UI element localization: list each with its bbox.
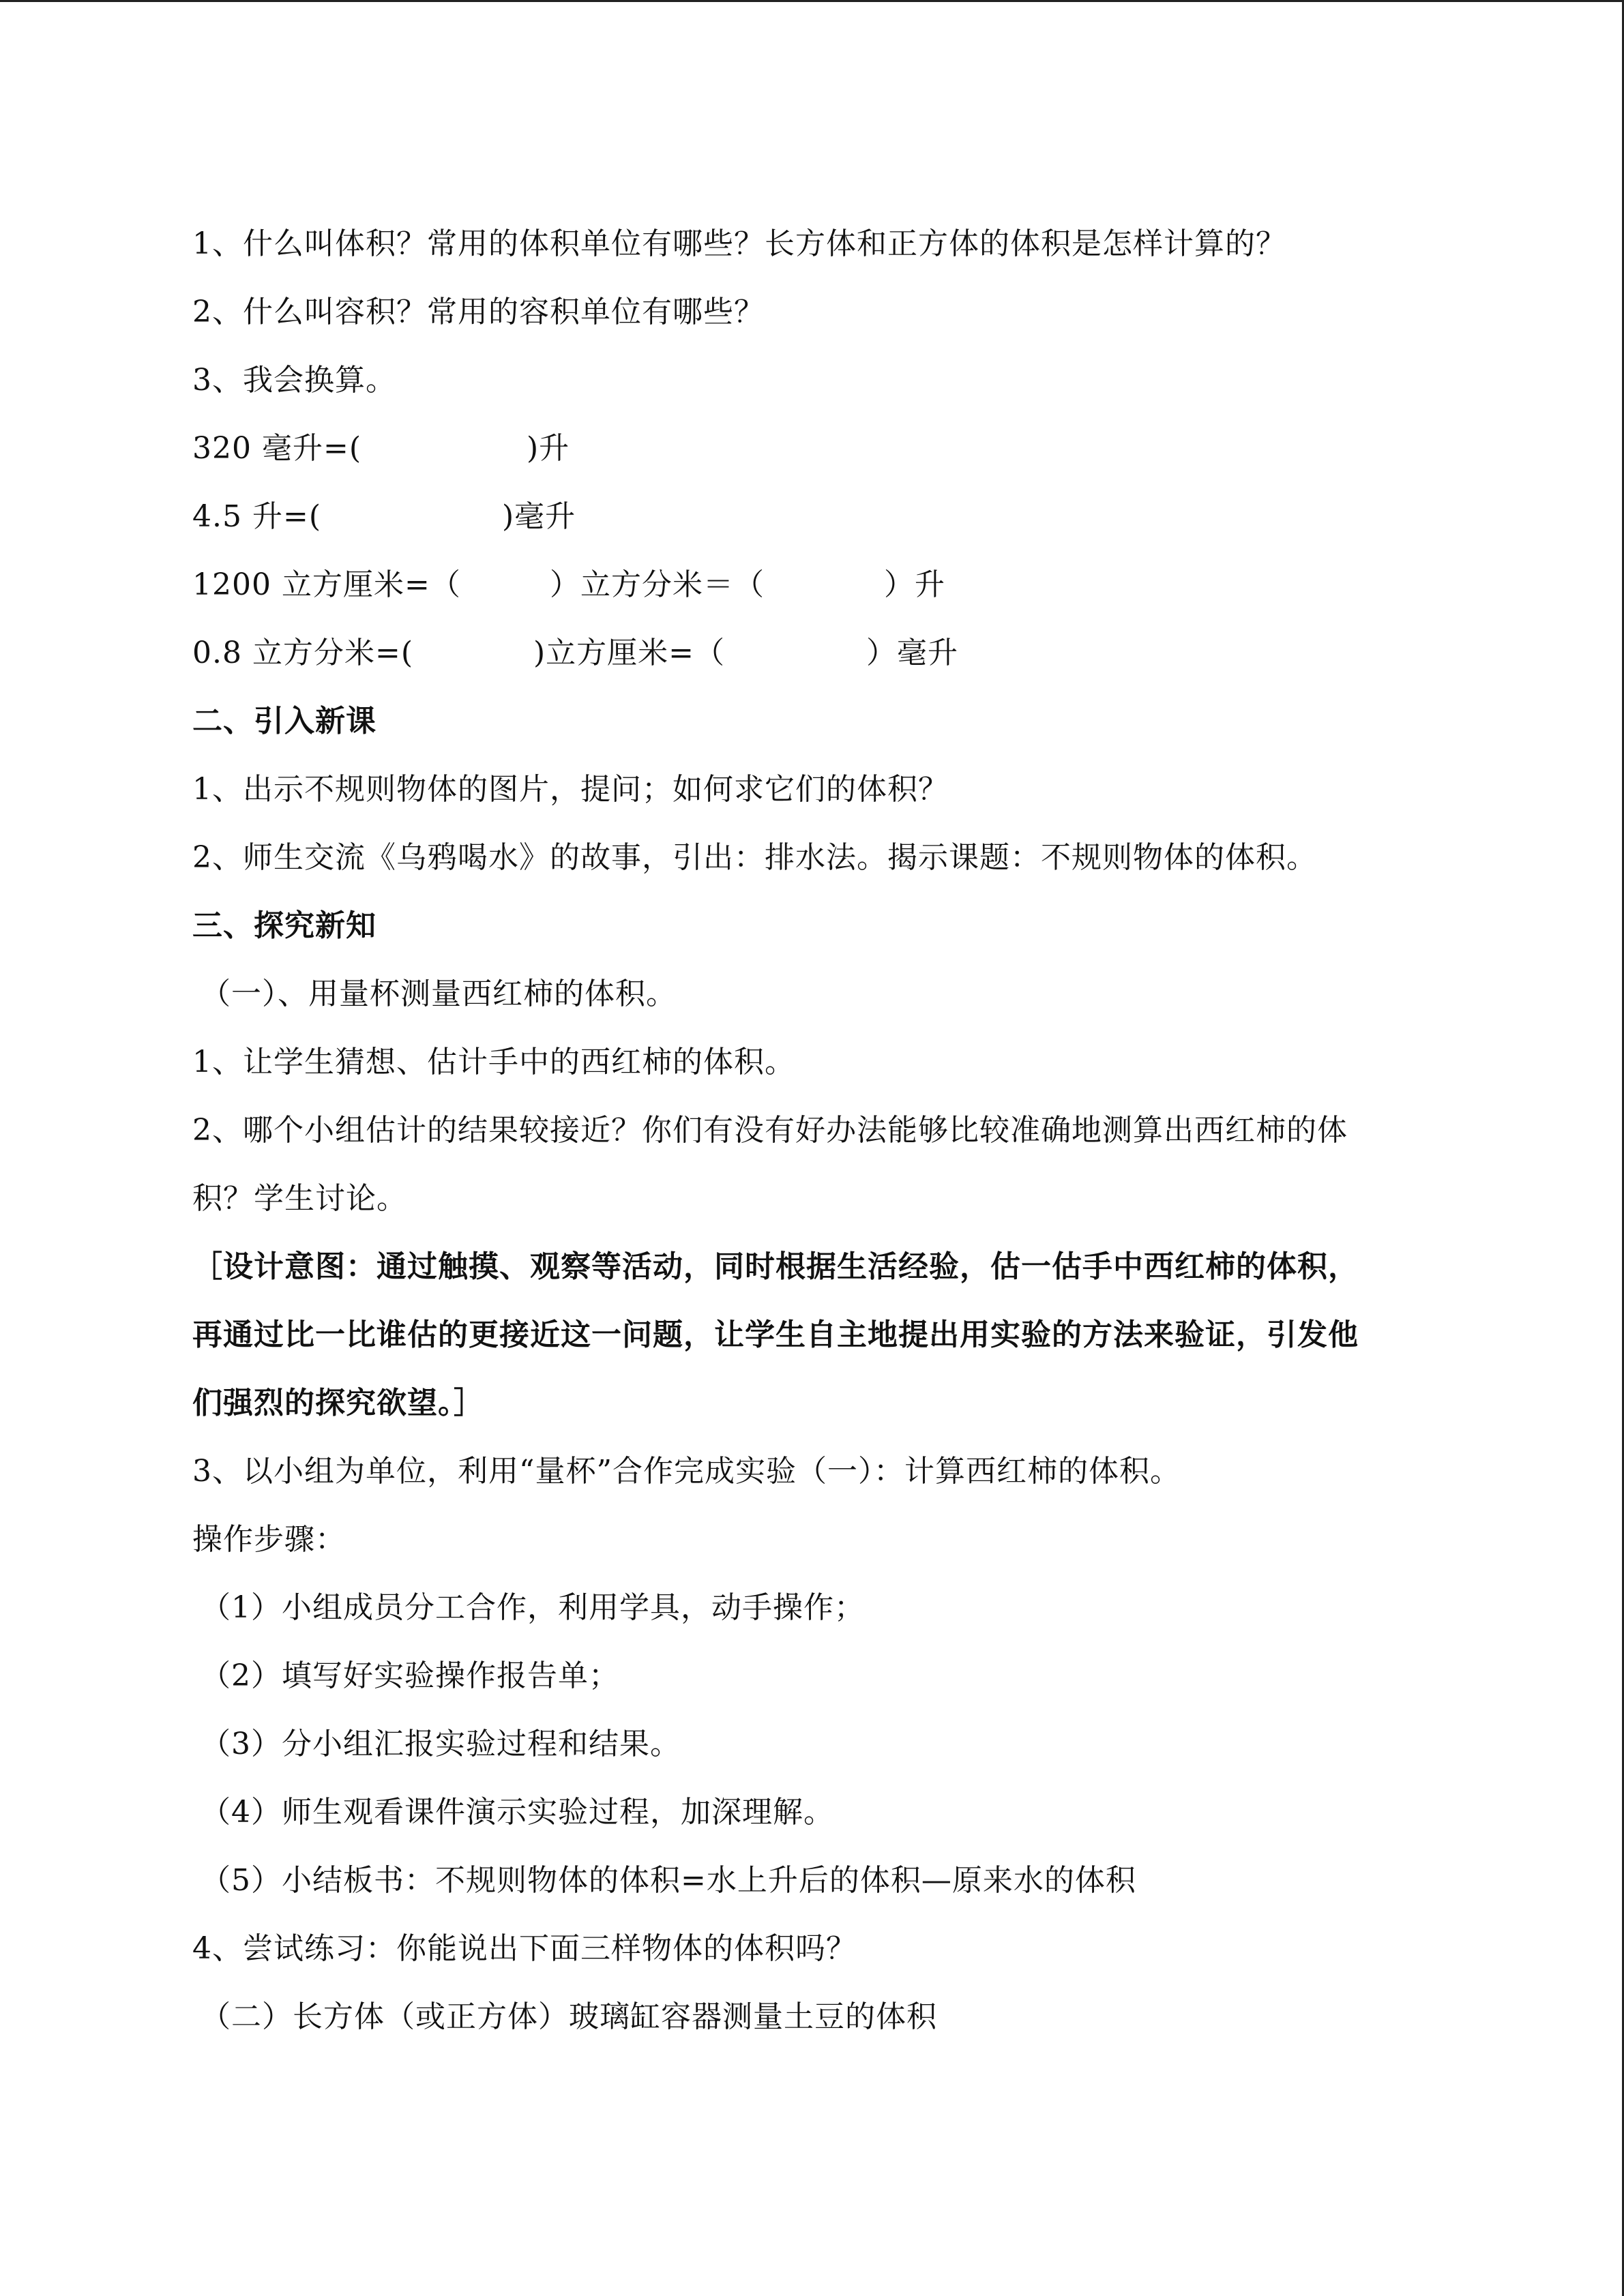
review-question-2: 2、什么叫容积？常用的容积单位有哪些？ <box>192 295 765 329</box>
document-body <box>192 210 1488 2051</box>
conversion-1-left: 320 毫升=( <box>192 431 362 466</box>
design-intent-line-3: 们强烈的探究欲望。］ <box>192 1386 484 1420</box>
conversion-2-left: 4.5 升=( <box>192 499 321 534</box>
operation-step-4: （4）师生观看课件演示实验过程，加深理解。 <box>201 1795 834 1830</box>
operation-step-5: （5）小结板书：不规则物体的体积=水上升后的体积—原来水的体积 <box>201 1863 1136 1898</box>
section-3-paragraph-2b: 积？学生讨论。 <box>192 1181 407 1216</box>
operation-step-3: （3）分小组汇报实验过程和结果。 <box>201 1727 681 1761</box>
section-3-paragraph-1: 1、让学生猜想、估计手中的西红柿的体积。 <box>192 1045 795 1079</box>
conversion-1 <box>192 415 1488 483</box>
subsection-2-title: （二）长方体（或正方体）玻璃缸容器测量土豆的体积 <box>201 1999 937 2034</box>
design-intent-line-1: ［设计意图：通过触摸、观察等活动，同时根据生活经验，估一估手中西红柿的体积， <box>192 1249 1359 1284</box>
conversion-3-part-a: 1200 立方厘米=（ <box>192 567 461 602</box>
page-border-top <box>0 0 1624 2</box>
conversion-3-part-c: ）升 <box>884 567 945 602</box>
review-question-3: 3、我会换算。 <box>192 363 396 398</box>
section-2-heading: 二、引入新课 <box>192 704 377 739</box>
conversion-1-right: )升 <box>527 431 570 466</box>
section-3-paragraph-2a: 2、哪个小组估计的结果较接近？你们有没有好办法能够比较准确地测算出西红柿的体 <box>192 1113 1348 1148</box>
section-3-paragraph-4: 4、尝试练习：你能说出下面三样物体的体积吗？ <box>192 1931 857 1966</box>
conversion-4-part-c: ）毫升 <box>866 636 958 670</box>
design-intent-line-2: 再通过比一比谁估的更接近这一问题，让学生自主地提出用实验的方法来验证，引发他 <box>192 1317 1359 1352</box>
section-2-paragraph-1: 1、出示不规则物体的图片，提问；如何求它们的体积？ <box>192 772 949 807</box>
conversion-4-part-a: 0.8 立方分米=( <box>192 636 413 670</box>
subsection-1-title: （一）、用量杯测量西红柿的体积。 <box>201 976 677 1011</box>
operation-step-2: （2）填写好实验操作报告单； <box>201 1658 619 1693</box>
operation-steps-title: 操作步骤： <box>192 1522 346 1557</box>
conversion-2 <box>192 483 1488 551</box>
section-2-paragraph-2: 2、师生交流《乌鸦喝水》的故事，引出：排水法。揭示课题：不规则物体的体积。 <box>192 840 1317 875</box>
operation-step-1: （1）小组成员分工合作，利用学具，动手操作； <box>201 1590 865 1625</box>
review-question-1: 1、什么叫体积？常用的体积单位有哪些？长方体和正方体的体积是怎样计算的？ <box>192 226 1286 261</box>
conversion-4 <box>192 619 1488 687</box>
conversion-2-right: )毫升 <box>502 499 576 534</box>
conversion-3 <box>192 551 1488 619</box>
section-3-heading: 三、探究新知 <box>192 908 377 943</box>
conversion-4-part-b: )立方厘米=（ <box>533 636 726 670</box>
section-3-paragraph-3: 3、以小组为单位，利用“量杯”合作完成实验（一）：计算西红柿的体积。 <box>192 1454 1181 1489</box>
conversion-3-part-b: ）立方分米＝（ <box>550 567 765 602</box>
